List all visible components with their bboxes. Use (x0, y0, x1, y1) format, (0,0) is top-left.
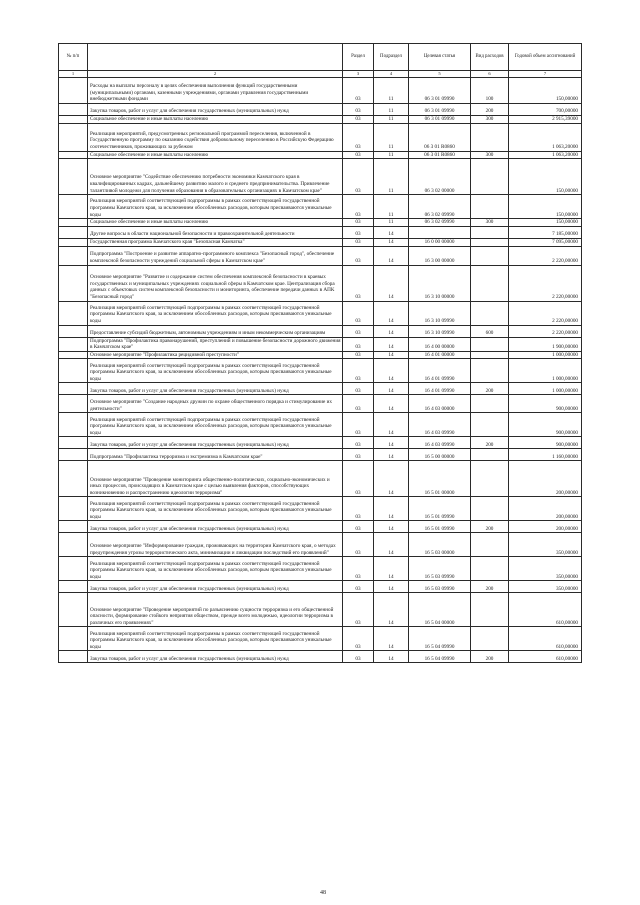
cell-section: 03 (343, 521, 374, 533)
cell-subsection: 14 (374, 359, 409, 383)
col-index: 6 (471, 71, 509, 78)
cell-expense-type (471, 123, 509, 151)
cell-num (59, 115, 88, 123)
cell-subsection: 14 (374, 533, 409, 557)
cell-expense-type: 200 (471, 651, 509, 663)
cell-subsection: 11 (374, 103, 409, 115)
col-index: 4 (374, 71, 409, 78)
cell-section: 03 (343, 581, 374, 593)
cell-target: 16 5 01 09990 (409, 497, 471, 521)
cell-num (59, 627, 88, 651)
cell-section: 03 (343, 103, 374, 115)
cell-amount: 7 095,00000 (509, 238, 582, 246)
table-row (59, 521, 582, 533)
table-row (59, 449, 582, 461)
table-row (59, 383, 582, 395)
cell-target: 06 3 01 09990 (409, 77, 471, 103)
cell-subsection: 14 (374, 449, 409, 461)
cell-target: 16 3 10 00000 (409, 265, 471, 301)
cell-section: 03 (343, 123, 374, 151)
cell-expense-type (471, 413, 509, 437)
cell-amount: 350,00000 (509, 533, 582, 557)
cell-amount: 200,00000 (509, 461, 582, 497)
col-index: 2 (88, 71, 343, 78)
cell-subsection: 14 (374, 301, 409, 325)
cell-amount: 610,00000 (509, 651, 582, 663)
cell-num (59, 77, 88, 103)
cell-num (59, 351, 88, 359)
cell-section: 03 (343, 413, 374, 437)
cell-section: 03 (343, 651, 374, 663)
cell-expense-type: 200 (471, 437, 509, 449)
table-row (59, 651, 582, 663)
cell-amount: 150,00000 (509, 77, 582, 103)
cell-section: 03 (343, 627, 374, 651)
page-number: 48 (320, 890, 326, 896)
cell-amount: 610,00000 (509, 627, 582, 651)
cell-target: 16 5 04 00000 (409, 593, 471, 627)
cell-num (59, 151, 88, 159)
cell-num (59, 301, 88, 325)
cell-amount: 1 063,20000 (509, 123, 582, 151)
col-header-amount: Годовой объем ассигнований (509, 44, 582, 71)
cell-target: 06 3 01 R0860 (409, 123, 471, 151)
table-body (59, 77, 582, 663)
cell-amount: 1 160,00000 (509, 449, 582, 461)
cell-target: 16 4 01 00000 (409, 351, 471, 359)
cell-name: Основное мероприятие "Содействие обеспечению потребности экономики Камчатского края в квалифицированных кадрах, дальнейшему развитию малого и среднего предпринимательства. Привлечение талантливой молодежи для получения образования в образовательных организациях в Камчатском крае" (88, 159, 343, 195)
cell-expense-type: 300 (471, 219, 509, 227)
table-row (59, 627, 582, 651)
cell-expense-type: 200 (471, 103, 509, 115)
cell-name: Реализация мероприятий соответствующей подпрограммы в рамках соответствующей государственной программы Камчатского края, за исключением обособленных расходов, которым присваиваются уникальные коды (88, 627, 343, 651)
table-row (59, 151, 582, 159)
cell-name: Закупка товаров, работ и услуг для обеспечения государственных (муниципальных) нужд (88, 103, 343, 115)
cell-target: 16 3 10 09990 (409, 301, 471, 325)
cell-name: Реализация мероприятий соответствующей подпрограммы в рамках соответствующей государственной программы Камчатского края, за исключением обособленных расходов, которым присваиваются уникальные коды (88, 497, 343, 521)
cell-amount: 350,00000 (509, 581, 582, 593)
table-row (59, 581, 582, 593)
cell-target: 16 3 00 00000 (409, 246, 471, 265)
col-header-expense-type: Вид расходов (471, 44, 509, 71)
cell-name: Подпрограмма "Профилактика правонарушений, преступлений и повышение безопасности дорожного движения в Камчатском крае" (88, 337, 343, 351)
cell-subsection: 14 (374, 461, 409, 497)
cell-section: 03 (343, 557, 374, 581)
cell-expense-type (471, 301, 509, 325)
table-row (59, 265, 582, 301)
col-index: 5 (409, 71, 471, 78)
cell-expense-type (471, 351, 509, 359)
cell-name: Социальное обеспечение и иные выплаты населению (88, 115, 343, 123)
cell-target: 16 4 03 09990 (409, 437, 471, 449)
cell-expense-type (471, 461, 509, 497)
cell-section: 03 (343, 395, 374, 413)
cell-name: Реализация мероприятий соответствующей подпрограммы в рамках соответствующей государственной программы Камчатского края, за исключением обособленных расходов, которым присваиваются уникальные коды (88, 301, 343, 325)
cell-name: Расходы на выплаты персоналу в целях обеспечения выполнения функций государственными (муниципальными) органами, казенными учреждениями, органами управления государственными внебюджетными фондами (88, 77, 343, 103)
cell-expense-type (471, 159, 509, 195)
cell-subsection: 14 (374, 325, 409, 337)
cell-target: 16 4 03 00000 (409, 395, 471, 413)
cell-section: 03 (343, 159, 374, 195)
cell-amount: 150,00000 (509, 219, 582, 227)
cell-section: 03 (343, 449, 374, 461)
cell-expense-type: 200 (471, 581, 509, 593)
cell-subsection: 14 (374, 557, 409, 581)
cell-expense-type (471, 497, 509, 521)
cell-name: Закупка товаров, работ и услуг для обеспечения государственных (муниципальных) нужд (88, 383, 343, 395)
cell-expense-type: 200 (471, 383, 509, 395)
budget-table (58, 43, 582, 663)
cell-num (59, 359, 88, 383)
cell-name: Основное мероприятие "Информирование граждан, проживающих на территории Камчатского края, о методах предупреждения угрозы террористического акта, минимизации и ликвидации последствий его проявлений" (88, 533, 343, 557)
cell-name: Закупка товаров, работ и услуг для обеспечения государственных (муниципальных) нужд (88, 581, 343, 593)
cell-num (59, 581, 88, 593)
cell-num (59, 497, 88, 521)
cell-target (409, 226, 471, 238)
cell-subsection: 14 (374, 246, 409, 265)
cell-subsection: 14 (374, 351, 409, 359)
cell-amount: 1 063,20000 (509, 151, 582, 159)
cell-target: 06 3 01 09990 (409, 115, 471, 123)
cell-section: 03 (343, 151, 374, 159)
cell-expense-type (471, 265, 509, 301)
cell-num (59, 195, 88, 219)
cell-num (59, 521, 88, 533)
cell-num (59, 123, 88, 151)
cell-num (59, 325, 88, 337)
table-row (59, 533, 582, 557)
cell-name: Социальное обеспечение и иные выплаты населению (88, 151, 343, 159)
table-row (59, 226, 582, 238)
cell-amount: 900,00000 (509, 437, 582, 449)
cell-subsection: 14 (374, 437, 409, 449)
cell-name: Реализация мероприятий соответствующей подпрограммы в рамках соответствующей государственной программы Камчатского края, за исключением обособленных расходов, которым присваиваются уникальные коды (88, 359, 343, 383)
cell-name: Реализация мероприятий, предусмотренных региональной программой переселения, включенной в Государственную программу по оказанию содействия добровольному переселению в Российскую Федерацию соотечественников, проживающих за рубежом (88, 123, 343, 151)
cell-expense-type (471, 359, 509, 383)
cell-num (59, 238, 88, 246)
col-header-name (88, 44, 343, 71)
table-row (59, 437, 582, 449)
cell-expense-type (471, 627, 509, 651)
cell-section: 03 (343, 77, 374, 103)
col-index: 7 (509, 71, 582, 78)
cell-section: 03 (343, 359, 374, 383)
table-row (59, 219, 582, 227)
table-row (59, 359, 582, 383)
cell-target: 06 3 02 09990 (409, 195, 471, 219)
table-row (59, 246, 582, 265)
cell-target: 06 3 02 00000 (409, 159, 471, 195)
cell-target: 06 3 01 09990 (409, 103, 471, 115)
table-row (59, 395, 582, 413)
cell-target: 16 4 03 09990 (409, 413, 471, 437)
cell-target: 16 0 00 00000 (409, 238, 471, 246)
table-row (59, 77, 582, 103)
cell-amount: 7 185,00000 (509, 226, 582, 238)
table-row (59, 593, 582, 627)
cell-expense-type: 300 (471, 151, 509, 159)
cell-num (59, 265, 88, 301)
cell-target: 16 5 04 09990 (409, 627, 471, 651)
cell-amount: 700,00000 (509, 103, 582, 115)
cell-name: Реализация мероприятий соответствующей подпрограммы в рамках соответствующей государственной программы Камчатского края, за исключением обособленных расходов, которым присваиваются уникальные коды (88, 557, 343, 581)
cell-subsection: 14 (374, 337, 409, 351)
cell-target: 06 3 02 09990 (409, 219, 471, 227)
cell-expense-type: 600 (471, 325, 509, 337)
cell-num (59, 413, 88, 437)
cell-section: 03 (343, 461, 374, 497)
header-row (59, 44, 582, 71)
cell-expense-type: 300 (471, 115, 509, 123)
cell-num (59, 557, 88, 581)
cell-section: 03 (343, 351, 374, 359)
cell-subsection: 14 (374, 395, 409, 413)
cell-name: Предоставление субсидий бюджетным, автономным учреждениям и иным некоммерческим организациям (88, 325, 343, 337)
cell-subsection: 14 (374, 413, 409, 437)
cell-section: 03 (343, 593, 374, 627)
table-row (59, 123, 582, 151)
cell-num (59, 533, 88, 557)
cell-section: 03 (343, 219, 374, 227)
cell-name: Реализация мероприятий соответствующей подпрограммы в рамках соответствующей государственной программы Камчатского края, за исключением обособленных расходов, которым присваиваются уникальные коды (88, 195, 343, 219)
table-row (59, 159, 582, 195)
cell-amount: 150,00000 (509, 159, 582, 195)
cell-section: 03 (343, 115, 374, 123)
cell-section: 03 (343, 437, 374, 449)
cell-amount: 900,00000 (509, 413, 582, 437)
cell-num (59, 461, 88, 497)
cell-num (59, 246, 88, 265)
cell-num (59, 437, 88, 449)
cell-name: Основное мероприятие "Проведение мониторинга общественно-политических, социально-экономических и иных процессов, происходящих в Камчатском крае с целью выявления факторов, способствующих возникновению и распространению идеологии терроризма" (88, 461, 343, 497)
cell-target: 16 4 01 09990 (409, 383, 471, 395)
col-index: 1 (59, 71, 88, 78)
cell-expense-type (471, 449, 509, 461)
cell-name: Реализация мероприятий соответствующей подпрограммы в рамках соответствующей государственной программы Камчатского края, за исключением обособленных расходов, которым присваиваются уникальные коды (88, 413, 343, 437)
cell-amount: 2 220,00000 (509, 325, 582, 337)
cell-subsection: 14 (374, 497, 409, 521)
cell-subsection: 11 (374, 159, 409, 195)
cell-section: 03 (343, 246, 374, 265)
cell-target: 16 5 03 09990 (409, 557, 471, 581)
cell-target: 16 5 01 00000 (409, 461, 471, 497)
cell-subsection: 14 (374, 651, 409, 663)
table-row (59, 238, 582, 246)
cell-name: Основное мероприятие "Проведение мероприятий по разъяснению сущности терроризма и его общественной опасности, формирование стойкого неприятия обществом, прежде всего молодежью, идеологии терроризма в различных его проявлениях" (88, 593, 343, 627)
cell-name: Подпрограмма "Построение и развитие аппаратно-программного комплекса "Безопасный город", обеспечение комплексной безопасности учреждений социальной сферы в Камчатском крае" (88, 246, 343, 265)
cell-subsection: 14 (374, 521, 409, 533)
cell-num (59, 219, 88, 227)
col-header-num: № п/п (59, 44, 88, 71)
cell-subsection: 14 (374, 593, 409, 627)
cell-name: Подпрограмма "Профилактика терроризма и экстремизма в Камчатском крае" (88, 449, 343, 461)
cell-target: 16 5 03 09990 (409, 581, 471, 593)
table-row (59, 195, 582, 219)
cell-amount: 2 915,39000 (509, 115, 582, 123)
table-row (59, 337, 582, 351)
cell-expense-type (471, 533, 509, 557)
col-index: 3 (343, 71, 374, 78)
table-row (59, 351, 582, 359)
table-row (59, 325, 582, 337)
cell-subsection: 11 (374, 77, 409, 103)
cell-num (59, 395, 88, 413)
cell-expense-type (471, 238, 509, 246)
cell-subsection: 14 (374, 238, 409, 246)
cell-amount: 2 220,00000 (509, 265, 582, 301)
cell-expense-type: 100 (471, 77, 509, 103)
cell-subsection: 14 (374, 627, 409, 651)
cell-target: 06 3 01 R0860 (409, 151, 471, 159)
cell-section: 03 (343, 337, 374, 351)
cell-num (59, 449, 88, 461)
cell-target: 16 4 01 09990 (409, 359, 471, 383)
cell-section: 03 (343, 265, 374, 301)
table-row (59, 301, 582, 325)
col-header-subsection: Подраздел (374, 44, 409, 71)
table-row (59, 103, 582, 115)
cell-subsection: 11 (374, 219, 409, 227)
cell-amount: 200,00000 (509, 497, 582, 521)
cell-expense-type (471, 337, 509, 351)
cell-expense-type (471, 593, 509, 627)
cell-subsection: 11 (374, 115, 409, 123)
cell-amount: 2 220,00000 (509, 246, 582, 265)
budget-table-sheet (58, 43, 581, 663)
cell-expense-type (471, 557, 509, 581)
table-row (59, 115, 582, 123)
cell-expense-type: 200 (471, 521, 509, 533)
cell-subsection: 14 (374, 581, 409, 593)
cell-target: 16 5 01 09990 (409, 521, 471, 533)
cell-subsection: 14 (374, 265, 409, 301)
cell-num (59, 383, 88, 395)
cell-target: 16 5 04 09990 (409, 651, 471, 663)
cell-section: 03 (343, 301, 374, 325)
table-row (59, 413, 582, 437)
cell-section: 03 (343, 226, 374, 238)
column-index-row (59, 71, 582, 78)
cell-name: Закупка товаров, работ и услуг для обеспечения государственных (муниципальных) нужд (88, 651, 343, 663)
cell-name: Основное мероприятие "Развитие и содержание систем обеспечения комплексной безопасности в краевых государственных и муниципальных учреждениях социальной сферы в Камчатском крае. Централизация сбора данных с объектовых систем комплексной безопасности и мониторинга, обеспечение передачи данных в АПК "Безопасный город" (88, 265, 343, 301)
cell-name: Другие вопросы в области национальной безопасности и правоохранительной деятельности (88, 226, 343, 238)
cell-amount: 1 000,00000 (509, 359, 582, 383)
table-row (59, 557, 582, 581)
col-header-section: Раздел (343, 44, 374, 71)
cell-amount: 610,00000 (509, 593, 582, 627)
cell-target: 16 3 10 09990 (409, 325, 471, 337)
cell-amount: 1 900,00000 (509, 337, 582, 351)
cell-num (59, 337, 88, 351)
cell-name: Социальное обеспечение и иные выплаты населению (88, 219, 343, 227)
cell-subsection: 11 (374, 123, 409, 151)
table-row (59, 497, 582, 521)
cell-target: 16 4 00 00000 (409, 337, 471, 351)
cell-name: Государственная программа Камчатского края "Безопасная Камчатка" (88, 238, 343, 246)
cell-section: 03 (343, 238, 374, 246)
cell-subsection: 14 (374, 226, 409, 238)
cell-expense-type (471, 226, 509, 238)
cell-amount: 150,00000 (509, 195, 582, 219)
col-header-target: Целевая статья (409, 44, 471, 71)
cell-name: Закупка товаров, работ и услуг для обеспечения государственных (муниципальных) нужд (88, 521, 343, 533)
cell-section: 03 (343, 325, 374, 337)
cell-amount: 1 000,00000 (509, 383, 582, 395)
cell-amount: 350,00000 (509, 557, 582, 581)
cell-amount: 900,00000 (509, 395, 582, 413)
cell-amount: 1 000,00000 (509, 351, 582, 359)
cell-name: Закупка товаров, работ и услуг для обеспечения государственных (муниципальных) нужд (88, 437, 343, 449)
cell-amount: 200,00000 (509, 521, 582, 533)
cell-expense-type (471, 246, 509, 265)
cell-subsection: 11 (374, 195, 409, 219)
cell-num (59, 103, 88, 115)
cell-num (59, 651, 88, 663)
cell-section: 03 (343, 533, 374, 557)
table-row (59, 461, 582, 497)
cell-name: Основное мероприятие "Профилактика рецидивной преступности" (88, 351, 343, 359)
cell-section: 03 (343, 497, 374, 521)
cell-section: 03 (343, 195, 374, 219)
cell-section: 03 (343, 383, 374, 395)
cell-num (59, 226, 88, 238)
cell-amount: 2 220,00000 (509, 301, 582, 325)
cell-num (59, 159, 88, 195)
cell-target: 16 5 00 00000 (409, 449, 471, 461)
cell-subsection: 14 (374, 383, 409, 395)
cell-target: 16 5 03 00000 (409, 533, 471, 557)
cell-expense-type (471, 395, 509, 413)
cell-subsection: 11 (374, 151, 409, 159)
cell-num (59, 593, 88, 627)
cell-expense-type (471, 195, 509, 219)
cell-name: Основное мероприятие "Создание народных дружин по охране общественного порядка и стимулирование их деятельности" (88, 395, 343, 413)
